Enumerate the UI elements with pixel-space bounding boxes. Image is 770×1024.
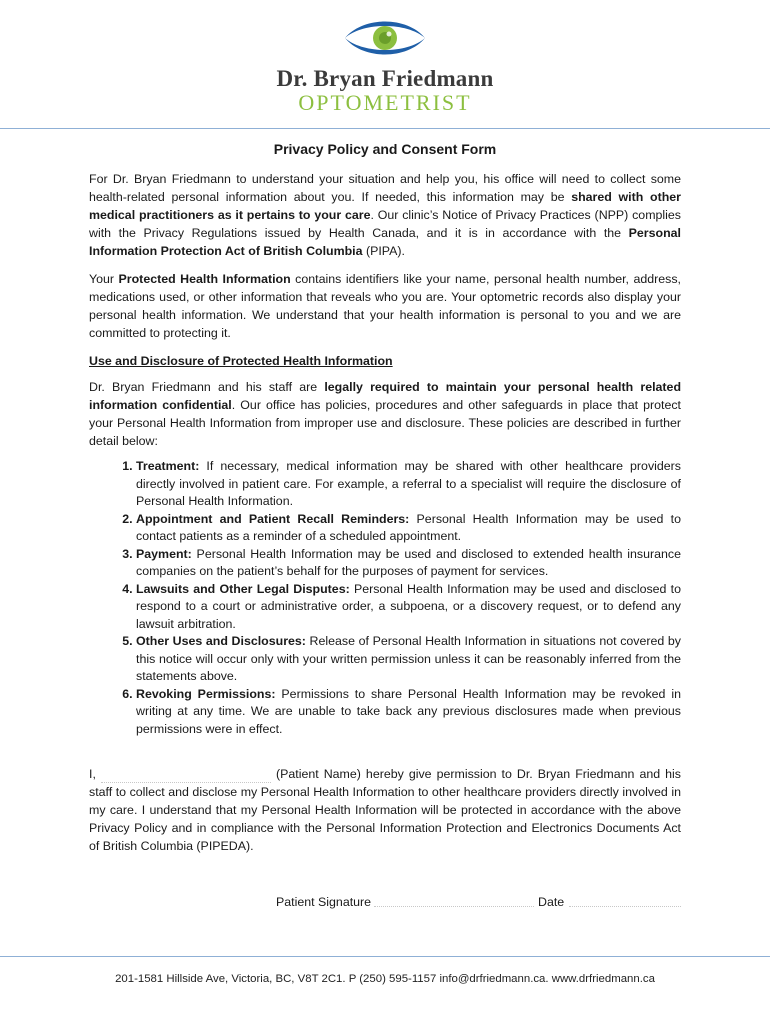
intro-emphasis: shared with other medical practitioners as it pertains to your care <box>89 190 681 222</box>
form-body <box>89 140 681 913</box>
item-text: Personal Health Information may be used to contact patients as a reminder of a scheduled appointment. <box>136 511 681 543</box>
date-field[interactable] <box>569 906 681 907</box>
intro-text: For Dr. Bryan Friedmann to understand your situation and help you, his office will need to collect some health-related personal information about you. If needed, this information may be <box>89 172 681 204</box>
phi-paragraph <box>89 270 681 342</box>
item-label: Payment: <box>136 546 192 561</box>
signature-label: Patient Signature <box>276 895 372 909</box>
date-label: Date <box>538 895 565 909</box>
item-text: Personal Health Information may be used and disclosed to respond to a court or administrative order, a subpoena, or a discovery request, or to defend any lawsuit arbitration. <box>136 581 681 631</box>
intro-text: (PIPA). <box>362 244 405 258</box>
item-text: Personal Health Information may be used and disclosed to extended health insurance companies on the patient’s behalf for the purposes of payment for services. <box>136 546 681 578</box>
intro-text: . Our clinic’s Notice of Privacy Practices (NPP) complies with the Privacy Regulations issued by Health Canada, and it is in accordance with the <box>89 208 681 240</box>
signature-field[interactable] <box>374 906 534 907</box>
intro-emphasis: Personal Information Protection Act of British Columbia <box>89 226 681 258</box>
intro-paragraph <box>89 170 681 260</box>
list-item <box>136 686 681 739</box>
section-heading: Use and Disclosure of Protected Health Information <box>89 354 393 368</box>
doctor-name: Dr. Bryan Friedmann <box>276 66 494 91</box>
staff-text: . Our office has policies, procedures and other safeguards in place that protect your Personal Health Information from improper use and disclosure. These policies are described in further detail below: <box>89 398 681 448</box>
phi-text: Your <box>89 272 119 286</box>
patient-name-field[interactable] <box>101 770 271 783</box>
item-label: Treatment: <box>136 459 200 473</box>
list-item <box>136 633 681 686</box>
clinic-logo <box>0 14 770 116</box>
footer-divider <box>0 956 770 957</box>
phi-emphasis: Protected Health Information <box>118 272 291 286</box>
consent-prefix: I, <box>89 767 96 781</box>
staff-paragraph <box>89 378 681 450</box>
item-text: Release of Personal Health Information in situations not covered by this notice will occur only with your written permission unless it can be reasonably inferred from the statements above. <box>136 634 681 683</box>
staff-text: Dr. Bryan Friedmann and his staff are <box>89 380 325 394</box>
form-title: Privacy Policy and Consent Form <box>273 141 497 157</box>
header-divider <box>0 128 770 129</box>
item-text: If necessary, medical information may be shared with other healthcare providers directly involved in patient care. For example, a referral to a specialist will require the disclosure of Personal Health Information. <box>136 459 681 508</box>
phi-text: contains identifiers like your name, personal health number, address, medications used, or other information that reveals who you are. Your optometric records also display your personal health information. We understand that your health information is personal to you and we are committed to protecting it. <box>89 272 681 340</box>
consent-paragraph <box>89 765 681 855</box>
item-label: Appointment and Patient Recall Reminders: <box>136 511 410 526</box>
item-text: Permissions to share Personal Health Information may be revoked in writing at any time. We are unable to take back any previous disclosures made when previous permissions were in effect. <box>136 686 681 736</box>
consent-text: (Patient Name) hereby give permission to Dr. Bryan Friedmann and his staff to collect and disclose my Personal Health Information to other healthcare providers directly involved in my care. I understand that my Personal Health Information will be protected in accordance with the above Privacy Policy and in compliance with the Personal Information Protection and Electronics Documents Act of British Columbia (PIPEDA). <box>89 767 681 853</box>
list-item <box>136 546 681 581</box>
footer-contact: 201-1581 Hillside Ave, Victoria, BC, V8T 2C1. P (250) 595-1157 info@drfriedmann.ca. www.drfriedmann.ca <box>115 973 655 985</box>
item-label: Lawsuits and Other Legal Disputes: <box>136 581 350 596</box>
list-item <box>136 458 681 511</box>
profession-title: OPTOMETRIST <box>298 90 472 115</box>
staff-emphasis: legally required to maintain your personal health related information confidential <box>89 380 682 412</box>
item-label: Revoking Permissions: <box>136 686 276 701</box>
list-item <box>136 511 681 546</box>
eye-icon <box>343 14 427 62</box>
list-item <box>136 581 681 634</box>
disclosure-list <box>89 458 681 738</box>
item-label: Other Uses and Disclosures: <box>136 634 306 648</box>
signature-row <box>89 893 681 913</box>
